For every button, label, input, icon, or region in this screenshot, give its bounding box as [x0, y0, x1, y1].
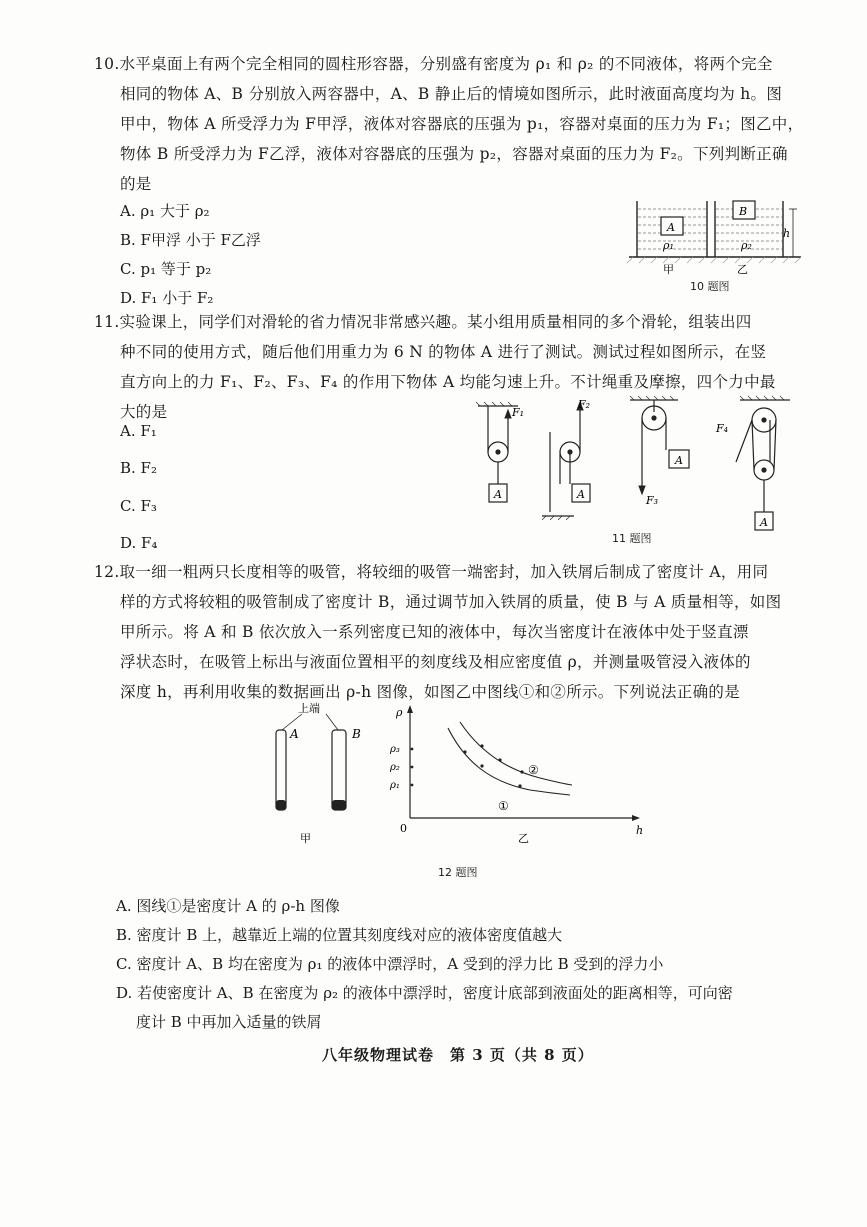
q11-option-a[interactable]: A. F₁: [120, 422, 157, 440]
q12-line-5: 深度 h，再利用收集的数据画出 ρ-h 图像，如图乙中图线①和②所示。下列说法正确的是: [120, 683, 740, 701]
q12-figure: [260, 700, 660, 850]
q11-option-d[interactable]: D. F₄: [120, 534, 158, 552]
q10-line-3: 甲中，物体 A 所受浮力为 F甲浮，液体对容器底的压强为 p₁，容器对桌面的压力为 F₁；图乙中，: [120, 115, 804, 133]
page-footer: 八年级物理试卷 第 3 页（共 8 页）: [322, 1046, 594, 1064]
q12-label-yi: 乙: [518, 832, 529, 845]
q10-label-yi: 乙: [737, 263, 748, 276]
q12-straw-a: [276, 730, 286, 810]
q12-label-b: B: [352, 727, 361, 741]
q12-label-top: 上端: [298, 702, 320, 715]
q10-label-b: B: [739, 205, 748, 218]
q12-curve-1-label: ①: [498, 799, 509, 813]
q10-caption: 10 题图: [690, 280, 730, 293]
q10-option-b[interactable]: B. F甲浮 小于 F乙浮: [120, 231, 261, 249]
q12-axis-rho: ρ: [396, 706, 403, 719]
q11-block-a-1: A: [494, 488, 502, 501]
q11-caption: 11 题图: [612, 532, 652, 545]
q11-label-f2: F₂: [578, 398, 591, 411]
q12-origin: 0: [400, 822, 407, 835]
q12-label-jia: 甲: [300, 832, 311, 845]
q11-label-f4: F₄: [716, 422, 729, 435]
q11-line-1: 11.实验课上，同学们对滑轮的省力情况非常感兴趣。某小组用质量相同的多个滑轮，组装出四: [94, 313, 752, 331]
q12-line-2: 样的方式将较粗的吸管制成了密度计 B，通过调节加入铁屑的质量，使 B 与 A 质量相等，如图: [120, 593, 782, 611]
q11-line-2: 种不同的使用方式，随后他们用重力为 6 N 的物体 A 进行了测试。测试过程如图所示，在竖: [120, 343, 767, 361]
q12-tick-rho3: ρ₃: [390, 744, 400, 755]
q11-line-4: 大的是: [120, 403, 168, 421]
q10-line-1: 10.水平桌面上有两个完全相同的圆柱形容器，分别盛有密度为 ρ₁ 和 ρ₂ 的不同液体，将两个完全: [94, 55, 773, 73]
q10-label-h: h: [783, 227, 791, 240]
q11-label-f3: F₃: [646, 494, 659, 507]
q12-label-a: A: [290, 727, 299, 741]
q10-label-rho1: ρ₁: [663, 239, 674, 252]
q12-axis-h: h: [636, 824, 644, 837]
q10-line-5: 的是: [120, 175, 152, 193]
q12-tick-rho2: ρ₂: [390, 762, 400, 773]
q12-straw-b: [332, 730, 346, 810]
q12-curve-2: [460, 722, 572, 785]
q12-caption: 12 题图: [438, 866, 478, 879]
q11-figure: [470, 392, 800, 540]
q11-line-3: 直方向上的力 F₁、F₂、F₃、F₄ 的作用下物体 A 均能匀速上升。不计绳重及摩擦，四个力中最: [120, 373, 776, 391]
q11-option-b[interactable]: B. F₂: [120, 459, 157, 477]
q12-tick-rho1: ρ₁: [390, 780, 400, 791]
q12-line-1: 12.取一细一粗两只长度相等的吸管，将较细的吸管一端密封，加入铁屑后制成了密度计 A，用同: [94, 563, 769, 581]
q10-label-a: A: [667, 221, 675, 234]
q12-line-4: 浮状态时，在吸管上标出与液面位置相平的刻度线及相应密度值 ρ，并测量吸管浸入液体的: [120, 653, 751, 671]
q10-option-a[interactable]: A. ρ₁ 大于 ρ₂: [120, 202, 210, 220]
q12-option-d-cont: 度计 B 中再加入适量的铁屑: [136, 1013, 322, 1031]
q12-option-a[interactable]: A. 图线①是密度计 A 的 ρ-h 图像: [116, 897, 340, 915]
q11-block-a-2: A: [577, 488, 585, 501]
q11-block-a-3: A: [675, 454, 683, 467]
q10-line-4: 物体 B 所受浮力为 F乙浮，液体对容器底的压强为 p₂，容器对桌面的压力为 F₂。下列判断正确: [120, 145, 788, 163]
q12-curve-2-label: ②: [528, 763, 539, 777]
q10-option-c[interactable]: C. p₁ 等于 p₂: [120, 260, 212, 278]
q11-option-c[interactable]: C. F₃: [120, 497, 157, 515]
q10-line-2: 相同的物体 A、B 分别放入两容器中，A、B 静止后的情境如图所示，此时液面高度均为 h。图: [120, 85, 783, 103]
q12-line-3: 甲所示。将 A 和 B 依次放入一系列密度已知的液体中，每次当密度计在液体中处于竖直漂: [120, 623, 749, 641]
q11-block-a-4: A: [760, 516, 768, 529]
q12-option-b[interactable]: B. 密度计 B 上，越靠近上端的位置其刻度线对应的液体密度值越大: [116, 926, 563, 944]
q12-option-c[interactable]: C. 密度计 A、B 均在密度为 ρ₁ 的液体中漂浮时，A 受到的浮力比 B 受到的浮力小: [116, 955, 664, 973]
q11-label-f1: F₁: [512, 406, 525, 419]
q10-label-rho2: ρ₂: [741, 239, 752, 252]
q10-label-jia: 甲: [663, 263, 674, 276]
q12-curve-1: [448, 728, 570, 795]
q12-option-d[interactable]: D. 若使密度计 A、B 在密度为 ρ₂ 的液体中漂浮时，密度计底部到液面处的距离相等，可向密: [116, 984, 733, 1002]
q10-option-d[interactable]: D. F₁ 小于 F₂: [120, 289, 214, 307]
